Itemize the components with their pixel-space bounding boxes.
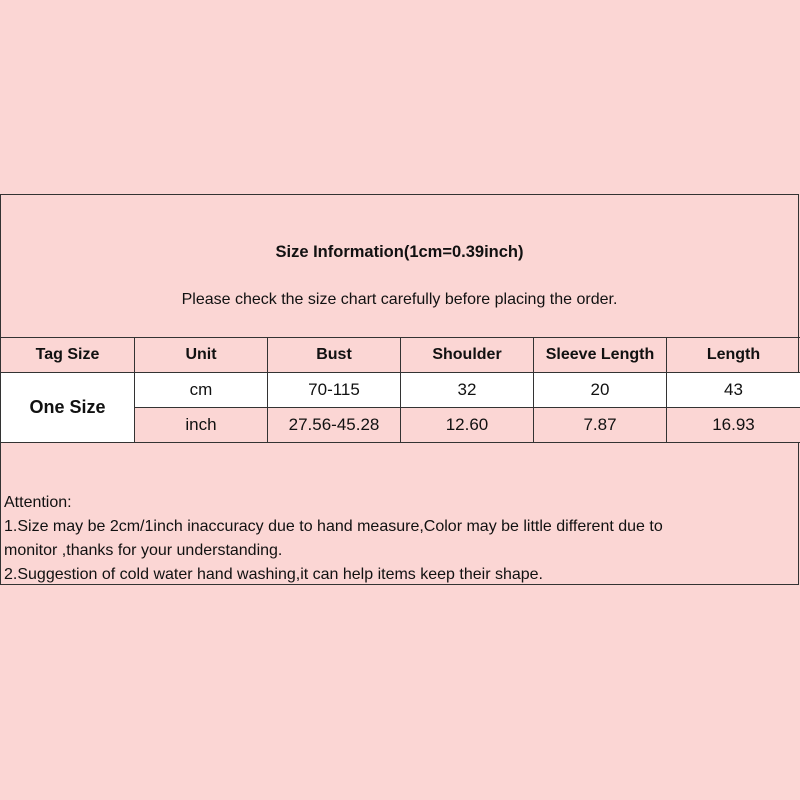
table-row (1, 373, 800, 408)
header-length: Length (667, 338, 800, 373)
bust-cell: 70-115 (268, 373, 401, 408)
unit-cell: cm (135, 373, 268, 408)
sleeve-length-cell: 7.87 (534, 408, 667, 443)
header-sleeve-length: Sleeve Length (534, 338, 667, 373)
shoulder-cell: 32 (401, 373, 534, 408)
tag-size-cell: One Size (1, 373, 135, 443)
size-table (0, 337, 800, 443)
size-chart-subtitle: Please check the size chart carefully before placing the order. (181, 291, 618, 308)
table-header-row (1, 338, 800, 373)
sleeve-length-cell: 20 (534, 373, 667, 408)
notes-heading: Attention: (4, 494, 72, 511)
header-tag-size: Tag Size (1, 338, 135, 373)
note-line-2: 2.Suggestion of cold water hand washing,it can help items keep their shape. (4, 566, 543, 583)
length-cell: 16.93 (667, 408, 800, 443)
header-shoulder: Shoulder (401, 338, 534, 373)
unit-cell: inch (135, 408, 268, 443)
note-line-1-continued: monitor ,thanks for your understanding. (4, 542, 283, 559)
note-line-1: 1.Size may be 2cm/1inch inaccuracy due to hand measure,Color may be little different due to (4, 518, 663, 535)
bust-cell: 27.56-45.28 (268, 408, 401, 443)
shoulder-cell: 12.60 (401, 408, 534, 443)
size-chart-title: Size Information(1cm=0.39inch) (275, 243, 524, 261)
header-unit: Unit (135, 338, 268, 373)
length-cell: 43 (667, 373, 800, 408)
size-chart-sheet (0, 194, 799, 585)
header-bust: Bust (268, 338, 401, 373)
attention-notes (4, 491, 794, 587)
